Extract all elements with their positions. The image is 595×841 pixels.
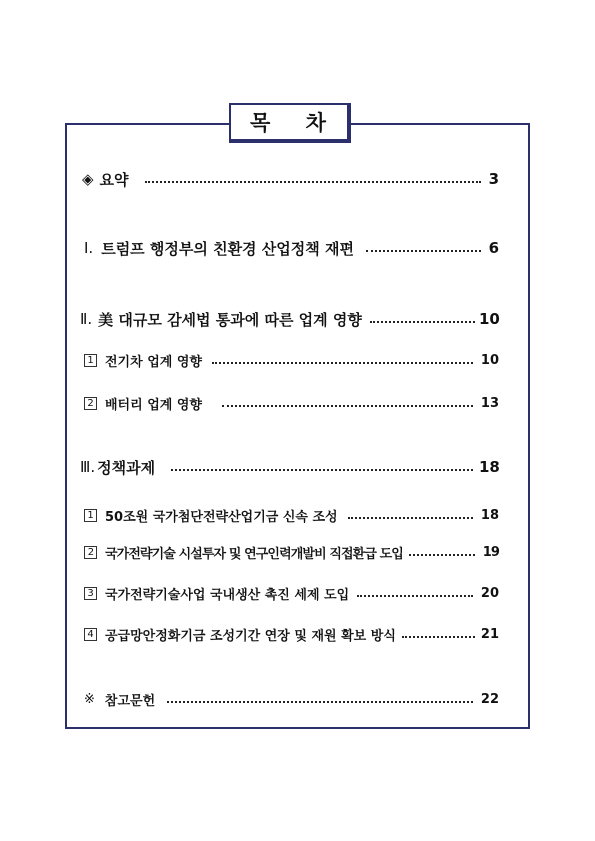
toc-page-number: 21 [480, 626, 499, 642]
toc-entry-label: 50조원 국가첨단전략산업기금 신속 조성 [105, 509, 338, 525]
toc-entry-label: 공급망안정화기금 조성기간 연장 및 재원 확보 방식 [105, 628, 396, 644]
boxed-number-icon: 2 [84, 397, 97, 410]
toc-entry-section-3[interactable] [0, 455, 595, 479]
toc-entry-label: 정책과제 [97, 458, 156, 477]
dot-leader [167, 691, 473, 703]
toc-page-number: 13 [480, 395, 499, 411]
dot-leader [171, 459, 473, 471]
boxed-number-icon: 4 [84, 628, 97, 641]
toc-entry-3-2[interactable] [0, 540, 595, 564]
toc-entry-references[interactable] [0, 687, 595, 711]
diamond-marker-icon: ◈ [82, 170, 94, 188]
section-numeral: Ⅰ. [84, 239, 94, 257]
dot-leader [370, 311, 475, 323]
dot-leader [366, 240, 481, 252]
toc-entry-3-3[interactable] [0, 581, 595, 605]
toc-entry-label: 국가전략기술사업 국내생산 촉진 세제 도입 [105, 587, 350, 603]
reference-mark-icon: ※ [84, 691, 95, 707]
toc-page-number: 6 [488, 239, 499, 257]
toc-entry-3-1[interactable] [0, 503, 595, 527]
toc-page-number: 22 [480, 691, 499, 707]
toc-entry-3-4[interactable] [0, 622, 595, 646]
toc-entry-label: 트럼프 행정부의 친환경 산업정책 재편 [101, 239, 354, 258]
dot-leader [348, 507, 473, 519]
toc-page-number: 3 [488, 170, 499, 188]
boxed-number-icon: 1 [84, 509, 97, 522]
toc-entry-2-1[interactable] [0, 348, 595, 372]
section-numeral: Ⅲ. [80, 458, 96, 476]
boxed-number-icon: 2 [84, 546, 97, 559]
toc-entry-label: 美 대규모 감세법 통과에 따른 업계 영향 [98, 310, 362, 329]
toc-title: 목 차 [229, 103, 351, 143]
toc-page-number: 18 [480, 507, 499, 523]
toc-entry-label: 전기차 업계 영향 [105, 354, 202, 370]
toc-entry-label: 국가전략기술 시설투자 및 연구인력개발비 직접환급 도입 [105, 546, 403, 562]
toc-entry-section-2[interactable] [0, 307, 595, 331]
toc-entry-section-1[interactable] [0, 236, 595, 260]
boxed-number-icon: 3 [84, 587, 97, 600]
toc-page-number: 18 [479, 458, 500, 476]
toc-page-number: 10 [479, 310, 500, 328]
boxed-number-icon: 1 [84, 354, 97, 367]
dot-leader [145, 171, 481, 183]
dot-leader [402, 626, 475, 638]
toc-entry-summary[interactable] [0, 167, 595, 191]
toc-entry-label: 참고문헌 [104, 693, 156, 709]
toc-entry-label: 배터리 업계 영향 [105, 397, 202, 413]
toc-page-number: 10 [480, 352, 499, 368]
toc-page-number: 20 [480, 585, 499, 601]
dot-leader [222, 395, 473, 407]
toc-entry-2-2[interactable] [0, 391, 595, 415]
toc-entry-label: 요약 [99, 170, 129, 189]
dot-leader [212, 352, 473, 364]
dot-leader [409, 544, 475, 556]
toc-page-number: 19 [482, 544, 499, 560]
dot-leader [357, 585, 473, 597]
section-numeral: Ⅱ. [80, 310, 93, 328]
